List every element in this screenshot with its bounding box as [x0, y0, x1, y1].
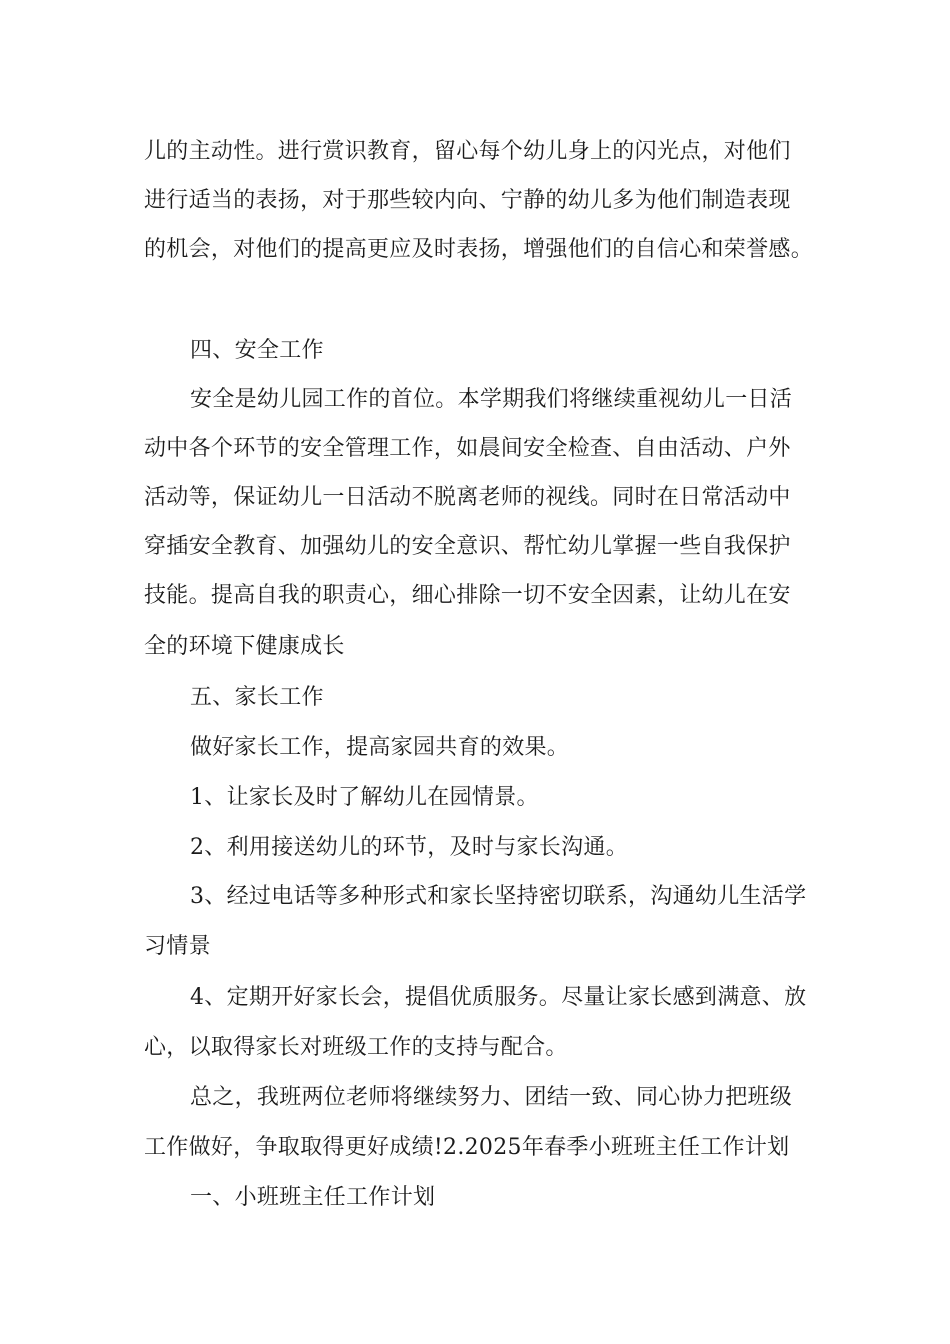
paragraph-line: 做好家长工作，提高家园共育的效果。 [190, 735, 570, 760]
paragraph-line: 全的环境下健康成长 [144, 634, 345, 659]
section-heading-safety: 四、安全工作 [190, 338, 324, 363]
list-item-continuation: 心，以取得家长对班级工作的支持与配合。 [144, 1035, 568, 1060]
paragraph-line: 穿插安全教育、加强幼儿的安全意识、帮忙幼儿掌握一些自我保护 [144, 534, 791, 559]
list-item: 4、定期开好家长会，提倡优质服务。尽量让家长感到满意、放 [190, 985, 807, 1010]
paragraph-line: 安全是幼儿园工作的首位。本学期我们将继续重视幼儿一日活 [190, 387, 793, 412]
section-heading-parents: 五、家长工作 [190, 685, 324, 710]
paragraph-line: 进行适当的表扬，对于那些较内向、宁静的幼儿多为他们制造表现 [144, 188, 791, 213]
list-item: 1、让家长及时了解幼儿在园情景。 [190, 785, 539, 810]
paragraph-line: 总之，我班两位老师将继续努力、团结一致、同心协力把班级 [190, 1085, 793, 1110]
paragraph-line: 技能。提高自我的职责心，细心排除一切不安全因素，让幼儿在安 [144, 583, 791, 608]
list-item: 3、经过电话等多种形式和家长坚持密切联系，沟通幼儿生活学 [190, 884, 807, 909]
section-heading-plan: 一、小班班主任工作计划 [190, 1185, 436, 1210]
paragraph-line: 工作做好，争取取得更好成绩!2.2025年春季小班班主任工作计划 [144, 1135, 790, 1160]
paragraph-line: 的机会，对他们的提高更应及时表扬，增强他们的自信心和荣誉感。 [144, 237, 814, 262]
paragraph-line: 动中各个环节的安全管理工作，如晨间安全检查、自由活动、户外 [144, 436, 791, 461]
paragraph-line: 儿的主动性。进行赏识教育，留心每个幼儿身上的闪光点，对他们 [144, 139, 791, 164]
paragraph-line: 活动等，保证幼儿一日活动不脱离老师的视线。同时在日常活动中 [144, 485, 791, 510]
list-item: 2、利用接送幼儿的环节，及时与家长沟通。 [190, 835, 628, 860]
list-item-continuation: 习情景 [144, 934, 211, 959]
